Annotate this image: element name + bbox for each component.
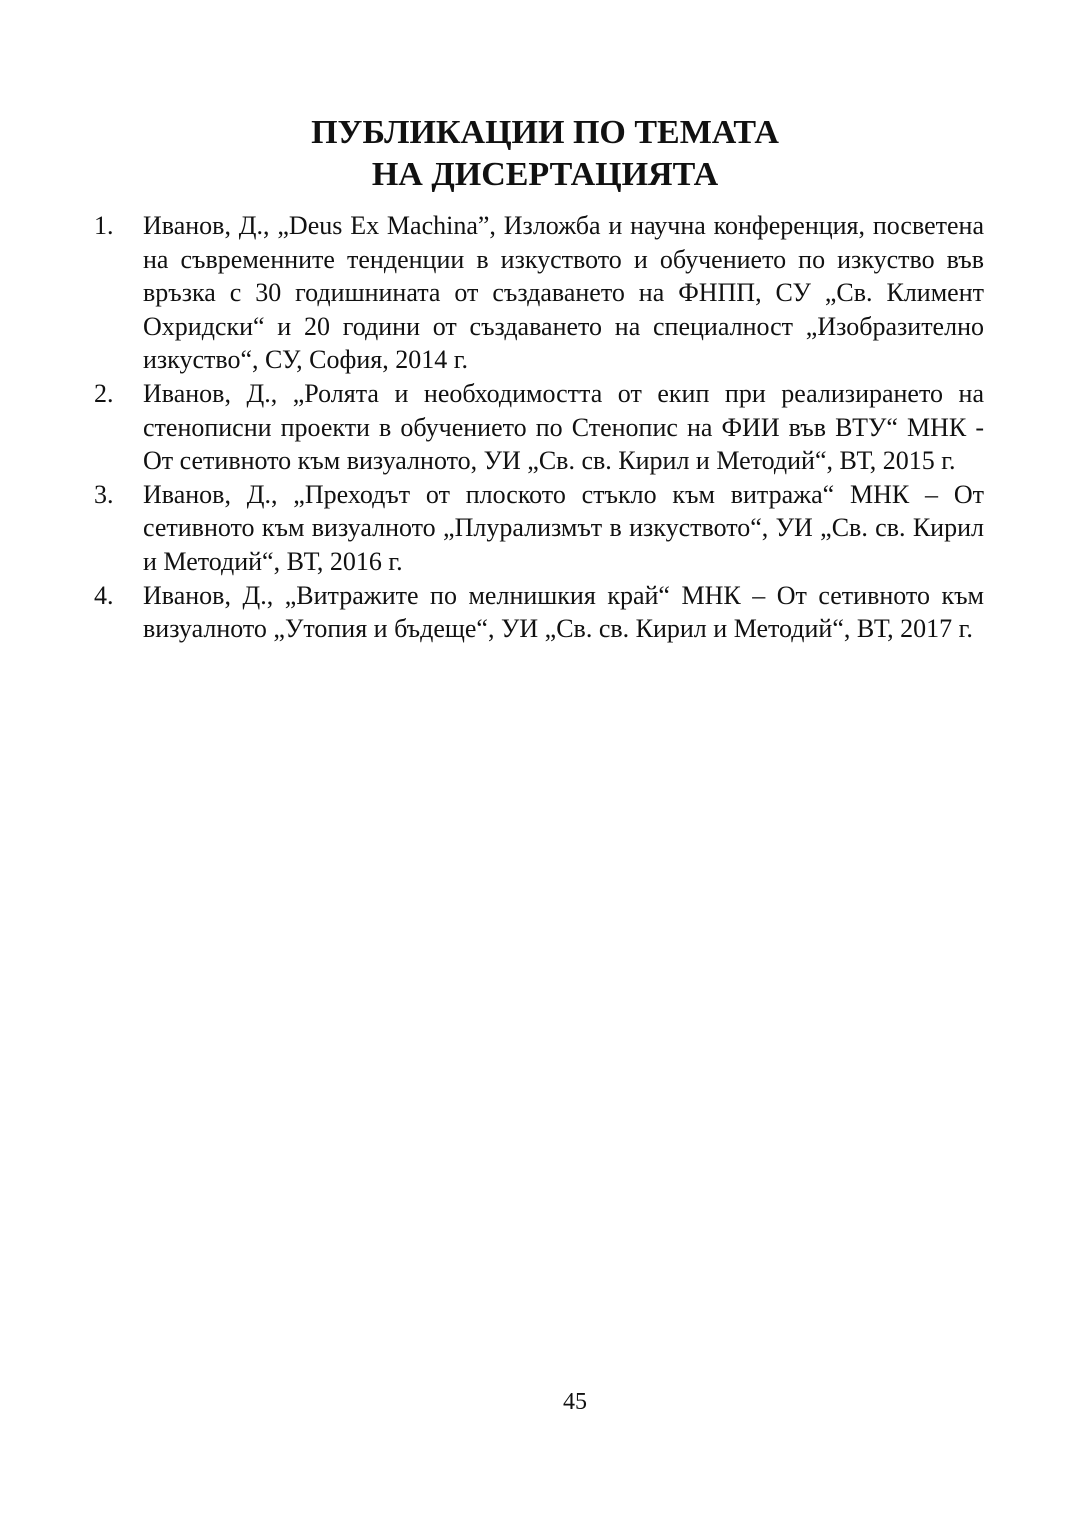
publication-text: Иванов, Д., „Витражите по мелнишкия край“ МНК – От сетивното към визуалното „Утопия и бъдеще“, УИ „Св. св. Кирил и Методий“, ВТ, 2017 г. bbox=[143, 580, 984, 644]
publication-text: Иванов, Д., „Ролята и необходимостта от екип при реализирането на стенописни проекти в обучението по Стенопис на ФИИ във ВТУ“ МНК - От сетивното към визуалното, УИ „Св. св. Кирил и Методий“, ВТ, 2015 г. bbox=[143, 378, 984, 476]
title-line-1: ПУБЛИКАЦИИ ПО ТЕМАТА bbox=[311, 114, 779, 151]
publication-number: 2. bbox=[94, 378, 114, 408]
publication-number: 3. bbox=[94, 479, 114, 509]
page-title bbox=[0, 112, 1080, 196]
title-line-2: НА ДИСЕРТАЦИЯТА bbox=[371, 156, 719, 193]
publication-number: 1. bbox=[94, 211, 114, 240]
publication-item bbox=[94, 478, 984, 579]
publication-number: 4. bbox=[94, 580, 114, 610]
page-number: 45 bbox=[563, 1389, 587, 1415]
publication-item bbox=[94, 377, 984, 478]
publication-item bbox=[94, 579, 984, 646]
publication-text: Иванов, Д., „Deus Ex Machina”, Изложба и научна конференция, посветена на съвременните тенденции в изкуството и обучението по изкуство във връзка с 30 годишнината от създаването на ФНПП, СУ „Св. Климент Охридски“ и 20 години от създаването на специалност „Изобразително изкуство“, СУ, София, 2014 г. bbox=[143, 211, 984, 375]
publication-item bbox=[94, 209, 984, 377]
publication-list bbox=[94, 209, 984, 646]
publication-text: Иванов, Д., „Преходът от плоското стъкло към витража“ МНК – От сетивното към визуалното „Плурализмът в изкуството“, УИ „Св. св. Кирил и Методий“, ВТ, 2016 г. bbox=[143, 479, 984, 576]
